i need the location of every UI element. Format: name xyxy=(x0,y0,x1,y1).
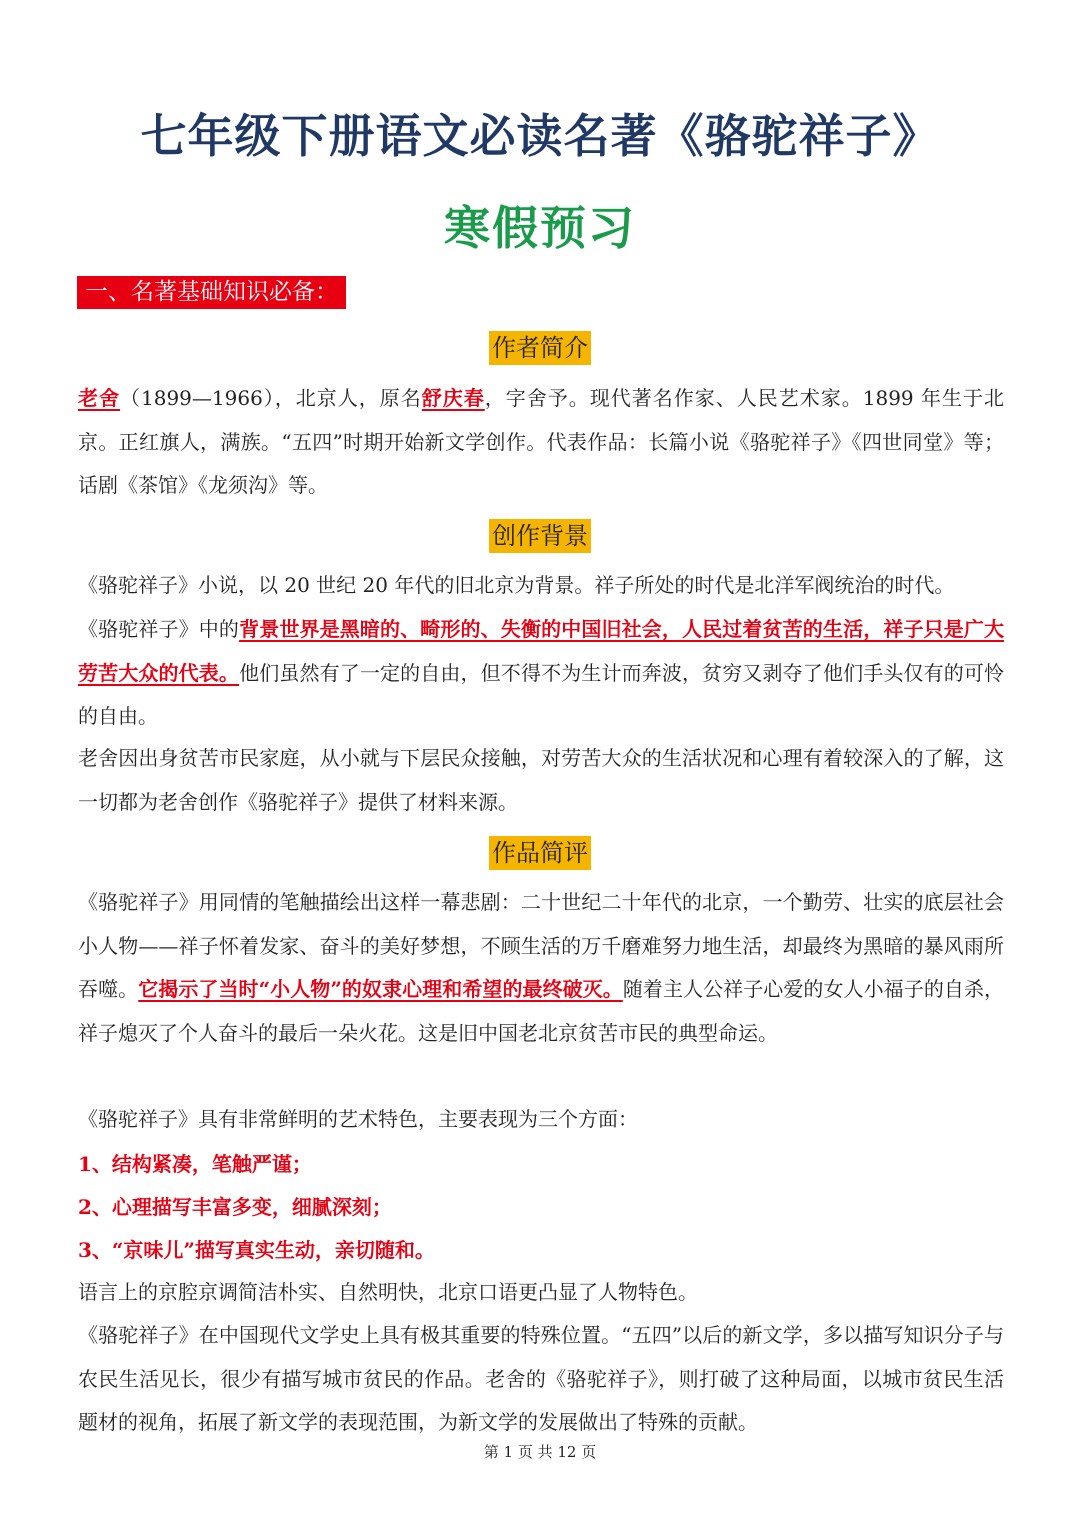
feature-item-3: 3、“京味儿”描写真实生动，亲切随和。 xyxy=(78,1238,435,1262)
background-paragraph-3: 老舍因出身贫苦市民家庭，从小就与下层民众接触，对劳苦大众的生活状况和心理有着较深入的了解，这一切都为老舍创作《骆驼祥子》提供了材料来源。 xyxy=(78,746,1004,814)
page-subtitle: 寒假预习 xyxy=(444,201,636,255)
heading-background-label: 创作背景 xyxy=(489,519,591,553)
review-paragraph-1 xyxy=(78,881,1004,1055)
review-text-a: 《骆驼祥子》用同情的笔触描绘出这样一幕悲剧：二十世纪二十年代的北京，一个勤劳、壮实的底层社会小人物——祥子怀着发家、奋斗的美好梦想，不顾生活的万千磨难努力地生活，却最终为黑暗的暴风雨所吞噬。 xyxy=(78,890,1004,1001)
heading-background xyxy=(0,519,1080,553)
author-paragraph xyxy=(78,377,1004,508)
feature-item-2: 2、心理描写丰富多变，细腻深刻； xyxy=(78,1195,392,1219)
heading-author-label: 作者简介 xyxy=(489,331,591,365)
author-text-2: ，字舍予。现代著名作家、人民艺术家。1899 年生于北京。正红旗人，满族。“五四”时期开始新文学创作。代表作品：长篇小说《骆驼祥子》《四世同堂》等；话剧《茶馆》《龙须沟》等。 xyxy=(78,386,1004,497)
review-text-b: 随着主人公祥子心爱的女人小福子的自杀，祥子熄灭了个人奋斗的最后一朵火花。这是旧中国老北京贫苦市民的典型命运。 xyxy=(78,977,1005,1045)
heading-review-label: 作品简评 xyxy=(489,836,591,870)
review-paragraph-2: 《骆驼祥子》具有非常鲜明的艺术特色，主要表现为三个方面： xyxy=(78,1107,638,1131)
background-paragraph-1: 《骆驼祥子》小说，以 20 世纪 20 年代的旧北京为背景。祥子所处的时代是北洋军阀统治的时代。 xyxy=(78,573,955,597)
background-paragraph-2 xyxy=(78,608,1004,739)
background-text-b: 他们虽然有了一定的自由，但不得不为生计而奔波，贫穷又剥夺了他们手头仅有的可怜的自由。 xyxy=(78,660,1005,728)
author-name: 老舍 xyxy=(78,386,120,410)
review-highlight: 它揭示了当时“小人物”的奴隶心理和希望的最终破灭。 xyxy=(138,977,623,1001)
author-text-1: （1899—1966），北京人，原名 xyxy=(120,386,422,410)
author-original-name: 舒庆春 xyxy=(421,386,485,410)
page-title: 七年级下册语文必读名著《骆驼祥子》 xyxy=(140,109,940,163)
review-paragraph-3: 语言上的京腔京调简洁朴实、自然明快，北京口语更凸显了人物特色。 xyxy=(78,1280,698,1304)
review-paragraph-4: 《骆驼祥子》在中国现代文学史上具有极其重要的特殊位置。“五四”以后的新文学，多以描写知识分子与农民生活见长，很少有描写城市贫民的作品。老舍的《骆驼祥子》，则打破了这种局面，以城市贫民生活题材的视角，拓展了新文学的表现范围，为新文学的发展做出了特殊的贡献。 xyxy=(78,1323,1004,1434)
heading-author xyxy=(0,331,1080,365)
background-text-a: 《骆驼祥子》中的 xyxy=(78,617,240,641)
section-banner: 一、名著基础知识必备： xyxy=(77,276,346,309)
feature-item-1: 1、结构紧凑，笔触严谨； xyxy=(78,1152,312,1176)
background-highlight: 背景世界是黑暗的、畸形的、失衡的中国旧社会，人民过着贫苦的生活，祥子只是广大劳苦大众的代表。 xyxy=(78,617,1005,685)
heading-review xyxy=(0,836,1080,870)
page-footer: 第 1 页 共 12 页 xyxy=(483,1443,597,1461)
